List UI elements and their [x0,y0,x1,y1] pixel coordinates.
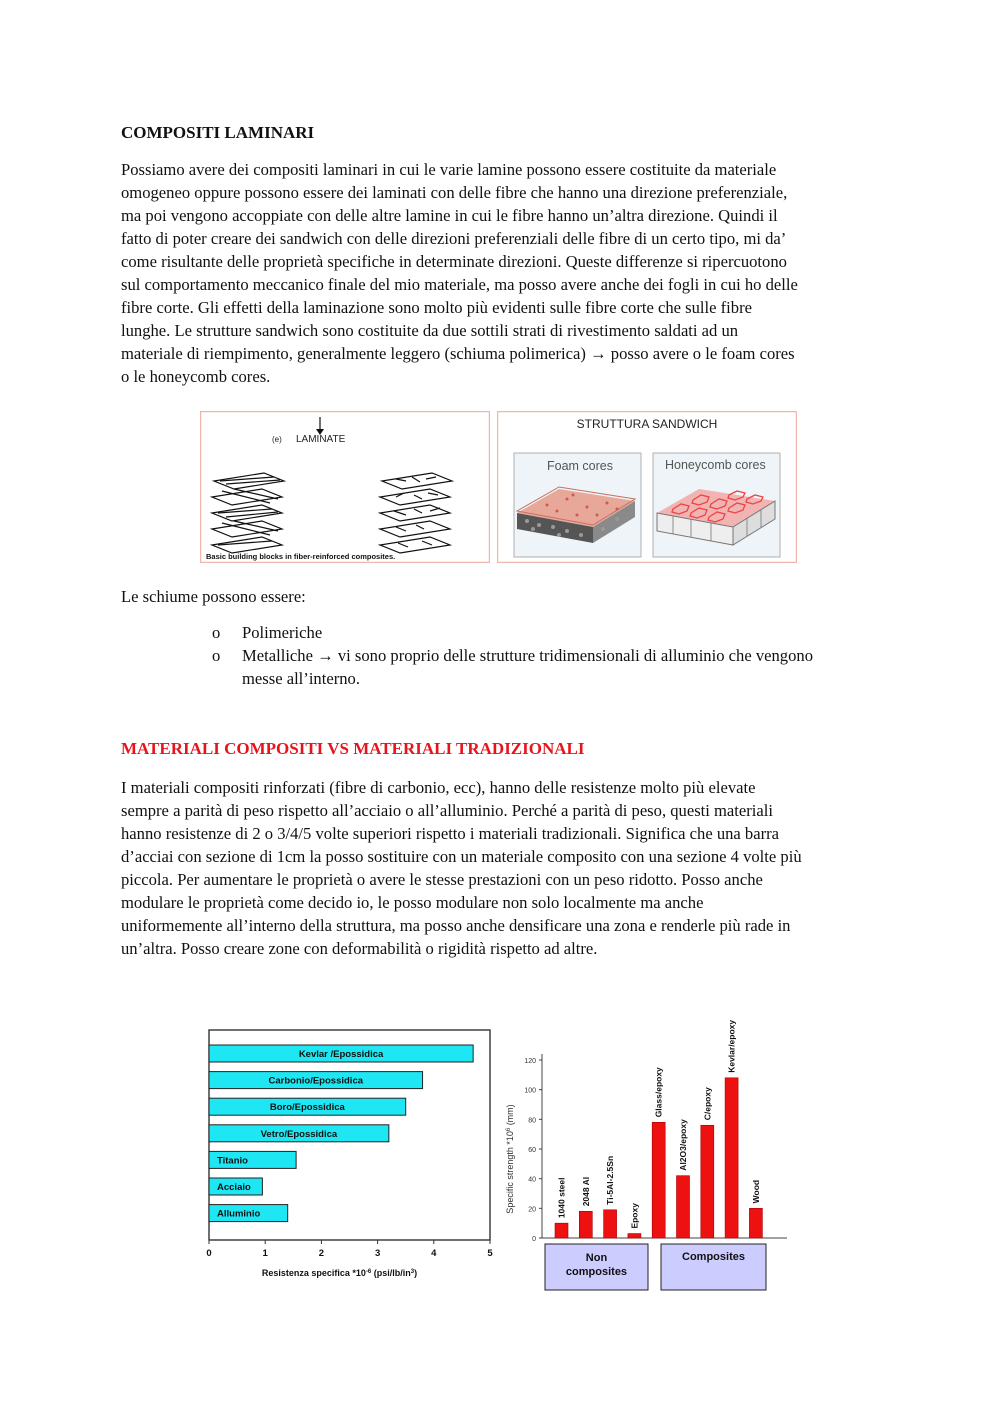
para-line: uniformemente all’interno della struttura, ma posso anche densificare una zona e renderle più rade in [121,916,791,935]
bar [628,1234,641,1238]
para-line: sul comportamento meccanico finale del mio materiale, ma posso avere anche dei fogli in cui ho delle [121,275,798,294]
bar-label: Alluminio [217,1208,261,1220]
foams-intro [121,585,891,608]
group-label: Non [585,1252,608,1264]
bar-label: Glass/epoxy [653,1067,664,1118]
section2-paragraph [121,776,891,960]
bar-label: Ti-5Al-2.5Sn [605,1155,616,1205]
bar-label: 1040 steel [556,1177,567,1219]
bar [725,1078,738,1238]
specific-strength-vbar-chart [497,1010,792,1295]
para-line: lunghe. Le strutture sandwich sono costituite da due sottili strati di rivestimento saldati ad un [121,321,739,340]
bar-label: Titanio [217,1155,248,1167]
bar [604,1210,617,1238]
para-line: d’acciai con sezione di 1cm la posso sostituire con un materiale composito con una sezione 4 volte più [121,847,802,866]
para-line: materiale di riempimento, generalmente leggero (schiuma polimerica) → posso avere o le foam cores [121,344,795,363]
bar [579,1211,592,1238]
x-tick-label: 3 [374,1248,381,1259]
x-tick-label: 1 [262,1248,268,1259]
bullet-marker: o [212,646,221,665]
para-line: hanno resistenze di 2 o 3/4/5 volte superiori rispetto i materiali tradizionali. Significa che una barra [121,824,780,843]
bar-label: Acciaio [217,1182,251,1193]
x-tick-label: 0 [206,1248,212,1259]
bar-label: Kevlar /Epossidica [298,1049,384,1060]
bullet-marker: o [212,623,221,642]
group-label: composites [565,1266,628,1278]
para-line: omogeneo oppure possono essere dei laminati con delle fibre che hanno una direzione preferenziale, [121,183,788,202]
y-tick-label: 120 [524,1058,536,1065]
para-line: modulare le proprietà come decido io, le posso modulare non solo localmente ma anche [121,893,704,912]
bar-label: Kevlar/epoxy [726,1019,737,1073]
specific-strength-hbar-chart [195,1025,500,1285]
para-line: sempre a parità di peso rispetto all’acciaio o all’alluminio. Perché a parità di peso, questi materiali [121,801,773,820]
sandwich-figure [497,411,797,563]
bar-label: Wood [750,1179,761,1204]
y-tick-label: 60 [528,1147,536,1154]
sandwich-title: STRUTTURA SANDWICH [576,417,718,431]
y-tick-label: 100 [524,1087,536,1095]
x-tick-label: 4 [431,1248,437,1259]
bar-label: Carbonio/Epossidica [268,1075,364,1087]
bar-label: Boro/Epossidica [269,1102,345,1114]
bar-label: Al2O3/epoxy [678,1119,688,1171]
bar [749,1208,762,1238]
y-tick-label: 0 [532,1236,536,1243]
x-tick-label: 2 [318,1248,325,1259]
bar-label: Epoxy [629,1203,640,1229]
y-tick-label: 80 [528,1117,536,1125]
section1-paragraph [121,158,891,388]
section-title-compositi-laminari: COMPOSITI LAMINARI [121,123,315,142]
y-tick-label: 40 [528,1176,536,1184]
section-title-compositi-vs-tradizionali: MATERIALI COMPOSITI VS MATERIALI TRADIZIONALI [121,739,585,758]
bar [677,1176,690,1238]
laminate-figure [200,411,490,563]
laminate-label: LAMINATE [296,434,346,445]
bar-label: Vetro/Epossidica [260,1128,338,1140]
para-line: piccola. Per aumentare le proprietà o avere le stesse prestazioni con un peso ridotto. Posso anche [121,870,763,889]
honeycomb-label: Honeycomb cores [665,458,766,472]
laminate-caption: Basic building blocks in fiber-reinforced composites. [206,552,396,561]
bar-label: 2048 Al [580,1176,591,1207]
bar [701,1125,714,1238]
group-label: Composites [682,1251,745,1263]
para-line: fatto di poter creare dei sandwich con delle direzioni preferenziali delle fibre di un certo tipo, mi da’ [121,229,787,248]
foam-item-metalliche-cont: messe all’interno. [242,669,360,688]
foam-label: Foam cores [547,459,613,473]
para-line: Possiamo avere dei compositi laminari in cui le varie lamine possono essere costituite da materiale [121,160,777,179]
y-tick-label: 20 [528,1206,536,1214]
para-line: un’altra. Posso creare zone con deformabilità o rigidità rispetto ad altre. [121,939,598,958]
foam-item-metalliche: Metalliche → vi sono proprio delle strutture tridimensionali di alluminio che vengono [242,646,813,665]
para-line: ma poi vengono accoppiate con delle altre lamine in cui le fibre hanno un’altra direzione. Quindi il [121,206,778,225]
bar-label: C/epoxy [702,1087,713,1121]
foams-intro-text: Le schiume possono essere: [121,587,306,606]
bar [652,1122,665,1238]
x-axis-label: Resistenza specifica $*10^{-6}$ $(psi/lb/in^3)$ [261,1268,418,1278]
y-axis-label: Specific strength $*10^6$ (mm) [505,1104,515,1214]
bar [555,1223,568,1238]
laminate-tag: (e) [272,435,282,444]
para-line: I materiali compositi rinforzati (fibre di carbonio, ecc), hanno delle resistenze molto più elevate [121,778,756,797]
para-line: fibre corte. Gli effetti della laminazione sono molto più evidenti sulle fibre corte che sulle fibre [121,298,752,317]
foam-item-polimeriche: Polimeriche [242,623,323,642]
para-line: o le honeycomb cores. [121,367,271,386]
x-tick-label: 5 [487,1248,493,1259]
para-line: come risultante delle proprietà specifiche in determinate direzioni. Queste differenze si ripercuotono [121,252,787,271]
